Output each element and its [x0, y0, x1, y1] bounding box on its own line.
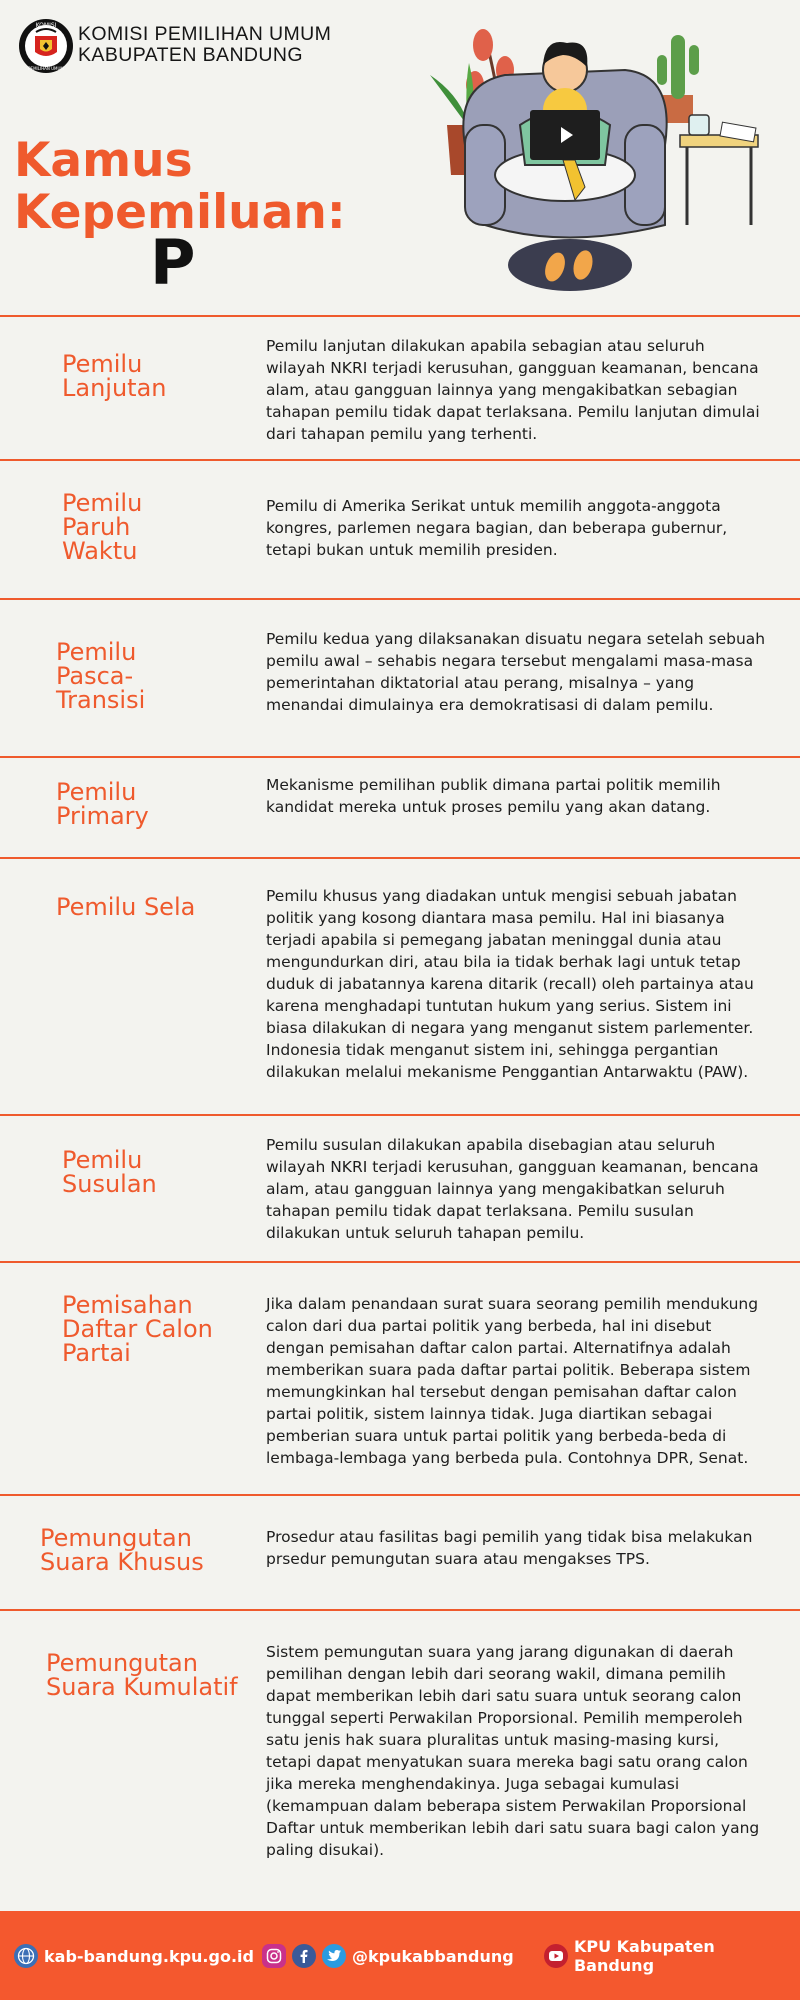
- globe-icon: [14, 1944, 38, 1968]
- entry-definition: Jika dalam penandaan surat suara seorang pemilih mendukung calon dari dua partai politik yang berbeda, hal ini disebut dengan pemisahan daftar calon partai. Alternatifnya adalah memberikan suara pada daftar partai politik. Beberapa sistem memungkinkan hal tersebut dengan pemisahan daftar calon partai politik, sistem lainnya tidak. Juga diartikan sebagai pemberian suara untuk partai politik yang berbeda-beda di lembaga-lembaga yang berbeda pula. Contohnya DPR, Senat.: [266, 1295, 759, 1467]
- entry-definition: Pemilu kedua yang dilaksanakan disuatu negara setelah sebuah pemilu awal – sehabis negara tersebut mengalami masa-masa pemerintahan diktatorial atau perang, misalnya – yang menandai dimulainya era demokratisasi di dalam pemilu.: [266, 630, 766, 714]
- logo-text-bottom: PEMILIHAN UMUM: [28, 66, 64, 71]
- letter-heading: P: [150, 226, 196, 299]
- instagram-icon[interactable]: [262, 1944, 286, 1968]
- social-handle-text: @kpukabbandung: [352, 1946, 514, 1966]
- entry-pemungutan-suara-khusus: [0, 1496, 800, 1609]
- entry-pemilu-primary: [0, 758, 800, 857]
- logo-text-top: KOMISI: [35, 22, 57, 29]
- youtube-text: KPU Kabupaten Bandung: [573, 1937, 715, 1975]
- entry-term: Pemungutan Suara Khusus: [40, 1524, 204, 1576]
- entry-pemilu-paruh-waktu: [0, 461, 800, 598]
- entry-term: Pemilu Sela: [56, 893, 196, 921]
- entry-definition: Pemilu di Amerika Serikat untuk memilih anggota-anggota kongres, parlemen negara bagian, dan beberapa gubernur, tetapi bukan untuk memilih presiden.: [266, 497, 728, 559]
- entry-definition: Pemilu lanjutan dilakukan apabila sebagian atau seluruh wilayah NKRI terjadi kerusuhan, gangguan keamanan, bencana alam, atau gangguan lainnya yang mengakibatkan sebagian tahapan pemilu tidak dapat terlaksana. Pemilu lanjutan dimulai dari tahapan pemilu yang terhenti.: [266, 337, 760, 443]
- entry-term: Pemilu Primary: [56, 778, 149, 830]
- rug-icon: [508, 239, 632, 291]
- entry-term: Pemilu Paruh Waktu: [62, 489, 143, 565]
- entry-pemisahan-daftar-calon-partai: [0, 1263, 800, 1494]
- entry-pemilu-lanjutan: [0, 317, 800, 459]
- website-text: kab-bandung.kpu.go.id: [44, 1946, 254, 1966]
- entry-definition: Sistem pemungutan suara yang jarang digunakan di daerah pemilihan dengan lebih dari seorang wakil, dimana pemilih dapat memberikan lebih dari satu suara untuk seorang calon tunggal seperti Perwakilan Proporsional. Pemilih memperoleh satu jenis hak suara pluralitas untuk masing-masing kursi, tetapi dapat menyatukan suara mereka bagi satu orang calon jika mereka menghendakinya. Juga sebagai kumulasi (kemampuan dalam beberapa sistem Perwakilan Proporsional Daftar untuk memberikan lebih dari satu suara bagi calon yang paling disukai).: [266, 1643, 760, 1859]
- entry-term: Pemisahan Daftar Calon Partai: [62, 1291, 213, 1367]
- youtube-icon: [544, 1944, 568, 1968]
- entry-pemilu-pasca-transisi: [0, 600, 800, 756]
- entry-definition: Mekanisme pemilihan publik dimana partai politik memilih kandidat mereka untuk proses pemilu yang akan datang.: [266, 776, 721, 816]
- entry-definition: Pemilu susulan dilakukan apabila disebagian atau seluruh wilayah NKRI terjadi kerusuhan, gangguan keamanan, bencana alam, atau gangguan lainnya yang mengakibatkan seluruh tahapan pemilu tidak dapat terlaksana. Pemilu susulan dilakukan untuk seluruh tahapan pemilu.: [266, 1136, 759, 1242]
- entry-pemilu-sela: [0, 859, 800, 1114]
- website-link[interactable]: [14, 1943, 254, 1969]
- title-line-1: Kamus: [14, 133, 193, 188]
- org-line-2: KABUPATEN BANDUNG: [78, 44, 303, 66]
- entry-term: Pemilu Lanjutan: [62, 350, 167, 402]
- header: [0, 0, 800, 315]
- facebook-icon[interactable]: [292, 1944, 316, 1968]
- entry-term: Pemungutan Suara Kumulatif: [46, 1649, 238, 1701]
- entry-term: Pemilu Pasca-Transisi: [56, 638, 146, 714]
- kpu-logo: [18, 16, 74, 76]
- side-table-icon: [680, 115, 758, 225]
- page-title: [14, 135, 346, 239]
- entry-pemungutan-suara-kumulatif: [0, 1611, 800, 1909]
- footer: [0, 1911, 800, 2000]
- entry-definition: Prosedur atau fasilitas bagi pemilih yang tidak bisa melakukan prsedur pemungutan suara atau mengakses TPS.: [266, 1528, 753, 1568]
- entry-definition: Pemilu khusus yang diadakan untuk mengisi sebuah jabatan politik yang kosong diantara masa pemilu. Hal ini biasanya terjadi apabila si pemegang jabatan meninggal dunia atau mengundurkan diri, atau bila ia tidak berhak lagi untuk tetap duduk di jabatannya karena ditarik (recall) oleh partainya atau karena menghadapi tuntutan hukum yang serius. Sistem ini biasa dilakukan di negara yang menganut sistem parlementer. Indonesia tidak menganut sistem ini, sehingga pergantian dilakukan melalui mekanisme Penggantian Antarwaktu (PAW).: [266, 887, 754, 1081]
- title-line-2: Kepemiluan:: [14, 185, 346, 240]
- org-line-1: KOMISI PEMILIHAN UMUM: [78, 23, 332, 45]
- person-with-laptop-illustration: [425, 15, 770, 305]
- entry-term: Pemilu Susulan: [62, 1146, 157, 1198]
- organization-name: [78, 24, 331, 66]
- twitter-icon[interactable]: [322, 1944, 346, 1968]
- youtube-link[interactable]: [544, 1937, 800, 1975]
- entry-pemilu-susulan: [0, 1116, 800, 1261]
- social-links[interactable]: [262, 1943, 514, 1969]
